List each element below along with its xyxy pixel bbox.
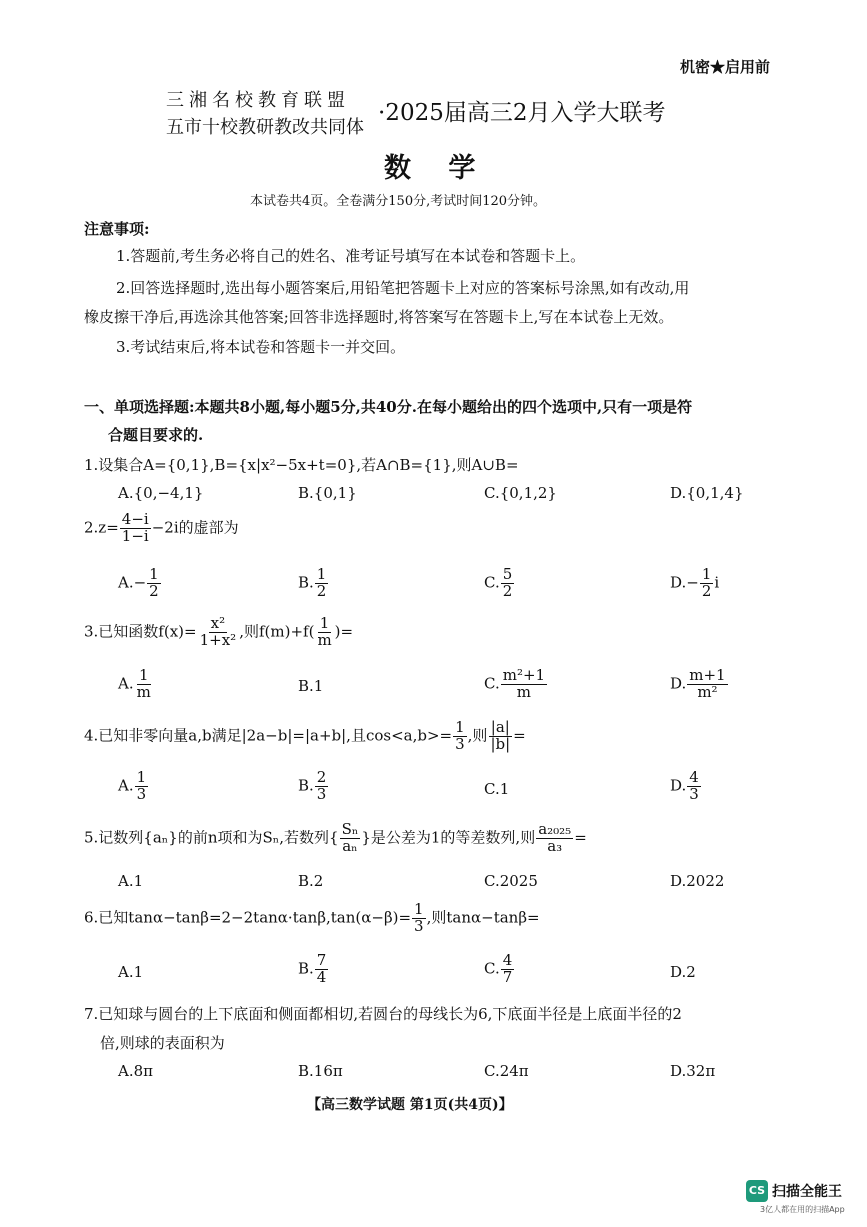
q4-option-c: C.1 [484, 780, 510, 798]
question-2-stem: 2.z= $\frac{4-i}{1-i}$ −2i的虚部为 [84, 510, 239, 545]
q4-option-a: A. $\frac{1}{3}$ [118, 768, 147, 803]
q3-option-a: A. $\frac{1}{m}$ [118, 666, 151, 701]
q5-option-d: D.2022 [670, 872, 725, 890]
organizer-line-1: 三湘名校教育联盟 [166, 90, 350, 111]
question-7-stem: 7.已知球与圆台的上下底面和侧面都相切,若圆台的母线长为6,下底面半径是上底面半径的2 [84, 1005, 682, 1023]
q7-option-a: A.8π [118, 1062, 154, 1080]
organizer-line-2: 五市十校教研教改共同体 [166, 117, 364, 138]
fraction: $\frac{4-i}{1-i}$ [121, 510, 149, 545]
notice-item: 3.考试结束后,将本试卷和答题卡一并交回。 [116, 338, 406, 356]
q1-option-a: A.{0,−4,1} [118, 484, 204, 502]
q6-option-c: C. $\frac{4}{7}$ [484, 951, 513, 986]
section-heading-cont: 合题目要求的. [108, 426, 204, 444]
exam-info: 本试卷共4页。全卷满分150分,考试时间120分钟。 [250, 194, 547, 209]
q5-option-b: B.2 [298, 872, 324, 890]
q4-option-b: B. $\frac{2}{3}$ [298, 768, 327, 803]
q2-option-a: A.− $\frac{1}{2}$ [118, 565, 159, 600]
q2-option-c: C. $\frac{5}{2}$ [484, 565, 513, 600]
q1-option-b: B.{0,1} [298, 484, 357, 502]
q1-option-c: C.{0,1,2} [484, 484, 557, 502]
question-1-stem: 1.设集合A={0,1},B={x|x²−5x+t=0},若A∩B={1},则A∪B= [84, 456, 519, 474]
q7-option-c: C.24π [484, 1062, 529, 1080]
question-6-stem: 6.已知tanα−tanβ=2−2tanα·tanβ,tan(α−β)= $\frac{1}{3}$ ,则tanα−tanβ= [84, 900, 540, 935]
exam-title: ·2025届高三2月入学大联考 [378, 100, 666, 126]
q3-option-d: D. $\frac{m+1}{\text{m²}}$ [670, 666, 726, 701]
q7-option-b: B.16π [298, 1062, 343, 1080]
q2-option-b: B. $\frac{1}{2}$ [298, 565, 327, 600]
question-7-stem-cont: 倍,则球的表面积为 [100, 1034, 225, 1052]
q4-option-d: D. $\frac{4}{3}$ [670, 768, 699, 803]
q3-option-b: B.1 [298, 677, 324, 695]
q5-option-a: A.1 [118, 872, 144, 890]
notice-item: 2.回答选择题时,选出每小题答案后,用铅笔把答题卡上对应的答案标号涂黑,如有改动,用 [116, 279, 690, 297]
question-4-stem: 4.已知非零向量a,b满足|2a−b|=|a+b|,且cos<a,b>= $\frac{1}{3}$ ,则 $\frac{|a|}{|b|}$ = [84, 718, 526, 753]
question-5-stem: 5.记数列{aₙ}的前n项和为Sₙ,若数列{ $\frac{\text{Sₙ}}{\text{aₙ}}$ }是公差为1的等差数列,则 $\frac{\text{a₂₀₂₅}}{\text{a₃}}$ = [84, 820, 587, 855]
question-3-stem: 3.已知函数f(x)= $\frac{\text{x²}}{\text{1+x²}}$ ,则f(m)+f( $\frac{1}{m}$ )= [84, 614, 354, 649]
q3-option-c: C. $\frac{\text{m²+1}}{m}$ [484, 666, 546, 701]
q7-option-d: D.32π [670, 1062, 716, 1080]
section-heading: 一、单项选择题:本题共8小题,每小题5分,共40分.在每小题给出的四个选项中,只有一项是符 [84, 398, 693, 416]
confidential-label: 机密★启用前 [680, 58, 771, 76]
q2-option-d: D.− $\frac{1}{2}$ i [670, 565, 720, 600]
q5-option-c: C.2025 [484, 872, 538, 890]
q1-option-d: D.{0,1,4} [670, 484, 744, 502]
watermark-title: 扫描全能王 [772, 1184, 842, 1200]
subject-title: 数 学 [384, 153, 490, 184]
q6-option-a: A.1 [118, 963, 144, 981]
q6-option-d: D.2 [670, 963, 696, 981]
watermark-subtitle: 3亿人都在用的扫描App [760, 1205, 845, 1214]
notice-item: 1.答题前,考生务必将自己的姓名、准考证号填写在本试卷和答题卡上。 [116, 247, 586, 265]
notice-title: 注意事项: [84, 220, 150, 238]
page-footer: 【高三数学试题 第1页(共4页)】 [307, 1097, 513, 1113]
camscanner-logo-icon: CS [746, 1180, 768, 1202]
q6-option-b: B. $\frac{7}{4}$ [298, 951, 327, 986]
notice-item: 橡皮擦干净后,再选涂其他答案;回答非选择题时,将答案写在答题卡上,写在本试卷上无效。 [84, 308, 674, 326]
